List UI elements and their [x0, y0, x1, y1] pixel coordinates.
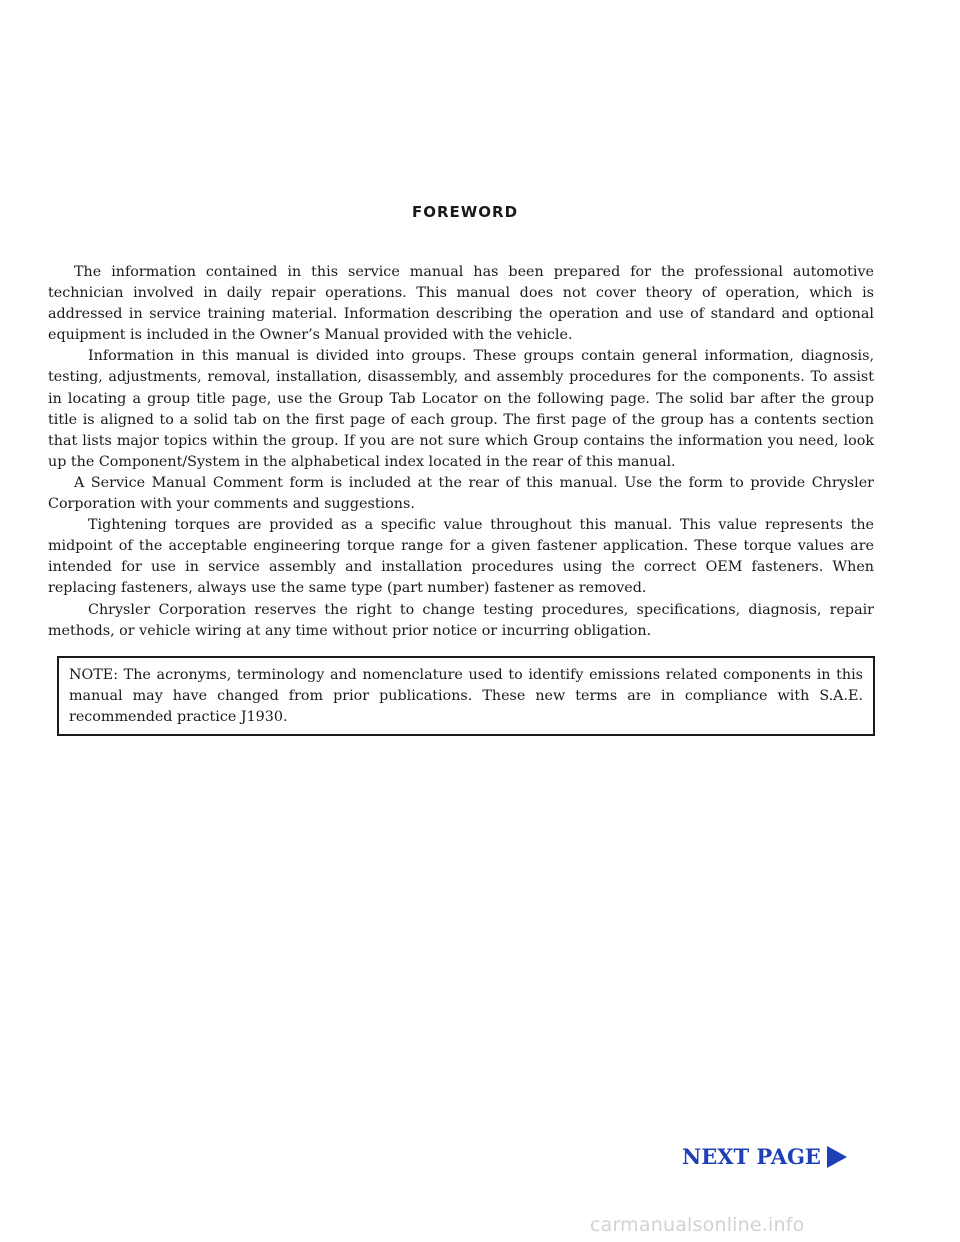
page-title: FOREWORD [411, 203, 519, 221]
next-page-label: NEXT PAGE [682, 1144, 821, 1169]
note-text: NOTE: The acronyms, terminology and nomenclature used to identify emissions related components in this manual may have changed from prior publications. These new terms are in compliance with S.A.E. recommended practice J1930. [69, 667, 863, 726]
paragraph-rights: Chrysler Corporation reserves the right to change testing procedures, specifications, diagnosis, repair methods, or vehicle wiring at any time without prior notice or incurring obligation. [48, 601, 874, 639]
foreword-body [48, 262, 874, 642]
note-box [57, 656, 875, 736]
paragraph-torques: Tightening torques are provided as a specific value throughout this manual. This value represents the midpoint of the acceptable engineering torque range for a given fastener application. These torque values are intended for use in service assembly and installation procedures using the correct OEM fasteners. When replacing fasteners, always use the same type (part number) fastener as removed. [48, 517, 874, 597]
paragraph-comment-form: A Service Manual Comment form is included at the rear of this manual. Use the form to provide Chrysler Corporation with your comments and suggestions. [48, 474, 874, 513]
arrow-right-icon [827, 1146, 847, 1168]
paragraph-intro: The information contained in this service manual has been prepared for the professional automotive technician involved in daily repair operations. This manual does not cover theory of operation, which is addressed in service training material. Information describing the operation and use of standard and optional equipment is included in the Owner’s Manual provided with the vehicle. [48, 264, 874, 344]
next-page-link[interactable] [682, 1144, 847, 1169]
watermark: carmanualsonline.info [590, 1214, 805, 1236]
paragraph-groups: Information in this manual is divided into groups. These groups contain general information, diagnosis, testing, adjustments, removal, installation, disassembly, and assembly procedures for the components. To assist in locating a group title page, use the Group Tab Locator on the following page. The solid bar after the group title is aligned to a solid tab on the first page of each group. The first page of the group has a contents section that lists major topics within the group. If you are not sure which Group contains the information you need, look up the Component/System in the alphabetical index located in the rear of this manual. [48, 348, 874, 470]
